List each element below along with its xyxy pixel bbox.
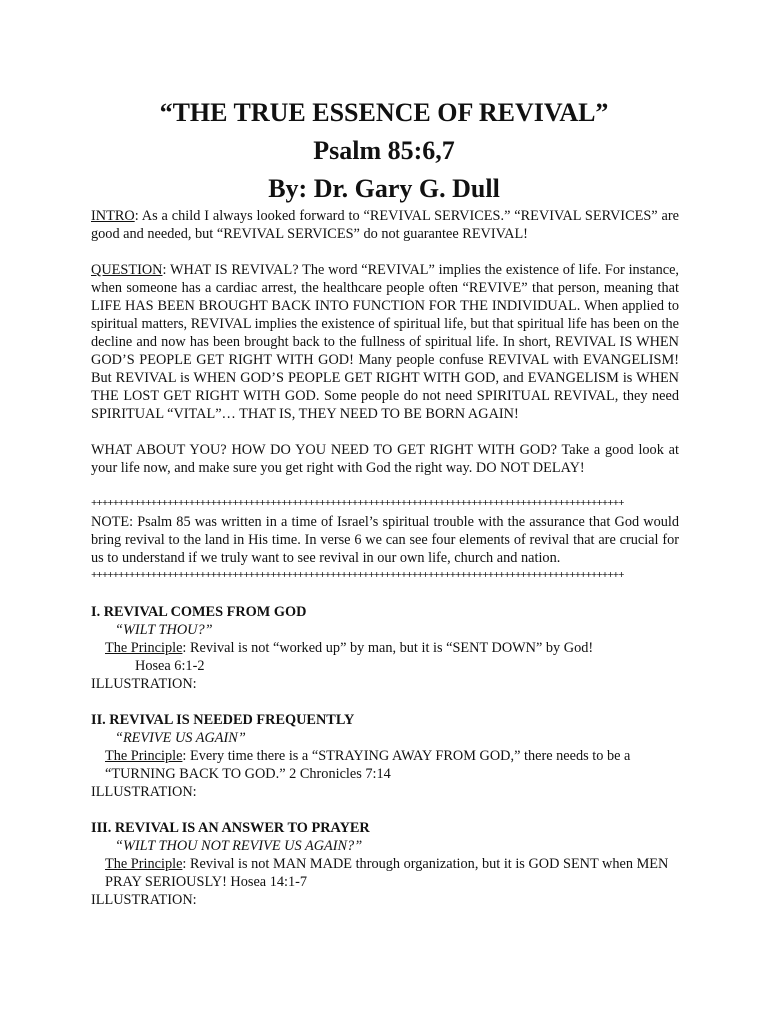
scripture-reference: Psalm 85:6,7 [313, 136, 455, 165]
principle-label: The Principle [105, 856, 183, 872]
section-heading: I. REVIVAL COMES FROM GOD [91, 604, 307, 620]
separator-top: ++++++++++++++++++++++++++++++++++++++++++++++++++++++++++++++++++++++++++++++++++++++++++++++++++ [91, 498, 624, 510]
note-paragraph: NOTE: Psalm 85 was written in a time of Israel’s spiritual trouble with the assurance that God would bring revival to the land in His time. In verse 6 we can see four elements of revival that are crucial for us to understand if we truly want to see revival in our own life, church and nation. [91, 514, 679, 566]
principle-label: The Principle [105, 748, 183, 764]
illustration-label: ILLUSTRATION: [91, 676, 197, 692]
section-quote: “REVIVE US AGAIN” [115, 730, 246, 746]
title-block [0, 94, 768, 208]
question-text: : WHAT IS REVIVAL? The word “REVIVAL” implies the existence of life. For instance, when someone has a cardiac arrest, the healthcare people often “REVIVE” that person, meaning that LIFE HAS BEEN BROUGHT BACK INTO FUNCTION FOR THE INDIVIDUAL. When applied to spiritual matters, REVIVAL implies the existence of spiritual life, but that spiritual life has been on the decline and now has been brought back to the fullness of spiritual life. In short, REVIVAL IS WHEN GOD’S PEOPLE GET RIGHT WITH GOD! Many people confuse REVIVAL with EVANGELISM! But REVIVAL is WHEN GOD’S PEOPLE GET RIGHT WITH GOD, and EVANGELISM is WHEN THE LOST GET RIGHT WITH GOD. Some people do not need SPIRITUAL REVIVAL, they need SPIRITUAL “VITAL”… THAT IS, THEY NEED TO BE BORN AGAIN! [91, 262, 679, 422]
question-label: QUESTION [91, 262, 163, 278]
principle-line: The Principle: Revival is not “worked up” by man, but it is “SENT DOWN” by God! [105, 640, 594, 656]
what-about-you-paragraph: WHAT ABOUT YOU? HOW DO YOU NEED TO GET RIGHT WITH GOD? Take a good look at your life now, and make sure you get right with God the right way. DO NOT DELAY! [91, 442, 679, 476]
section-3 [91, 819, 679, 909]
intro-label: INTRO [91, 208, 135, 224]
illustration-label: ILLUSTRATION: [91, 784, 197, 800]
principle-label: The Principle [105, 640, 183, 656]
section-heading: II. REVIVAL IS NEEDED FREQUENTLY [91, 712, 355, 728]
section-quote: “WILT THOU?” [115, 622, 213, 638]
question-paragraph [91, 261, 679, 423]
separator-bottom: ++++++++++++++++++++++++++++++++++++++++++++++++++++++++++++++++++++++++++++++++++++++++++++++++++ [91, 570, 624, 582]
section-2 [91, 711, 679, 801]
principle-text: Every time there is a “STRAYING AWAY FROM GOD,” there needs to be a “TURNING BACK TO GOD.” 2 Chronicles 7:14 [105, 748, 631, 782]
illustration-label: ILLUSTRATION: [91, 892, 197, 908]
document-body [91, 207, 679, 909]
section-heading: III. REVIVAL IS AN ANSWER TO PRAYER [91, 820, 370, 836]
intro-paragraph [91, 207, 679, 243]
section-1 [91, 603, 679, 693]
intro-text: : As a child I always looked forward to “REVIVAL SERVICES.” “REVIVAL SERVICES” are good and needed, but “REVIVAL SERVICES” do not guarantee REVIVAL! [91, 208, 679, 242]
section-quote: “WILT THOU NOT REVIVE US AGAIN?” [115, 838, 363, 854]
scripture-ref: Hosea 6:1-2 [135, 658, 205, 674]
author-line: By: Dr. Gary G. Dull [268, 174, 500, 203]
principle-line: The Principle: Revival is not MAN MADE through organization, but it is GOD SENT when MEN PRAY SERIOUSLY! Hosea 14:1-7 [105, 856, 669, 890]
principle-line: The Principle: Every time there is a “STRAYING AWAY FROM GOD,” there needs to be a “TURNING BACK TO GOD.” 2 Chronicles 7:14 [105, 748, 631, 782]
sermon-title: “THE TRUE ESSENCE OF REVIVAL” [159, 98, 609, 127]
principle-text: Revival is not MAN MADE through organization, but it is GOD SENT when MEN PRAY SERIOUSLY! Hosea 14:1-7 [105, 856, 669, 890]
principle-text: Revival is not “worked up” by man, but it is “SENT DOWN” by God! [186, 640, 594, 656]
